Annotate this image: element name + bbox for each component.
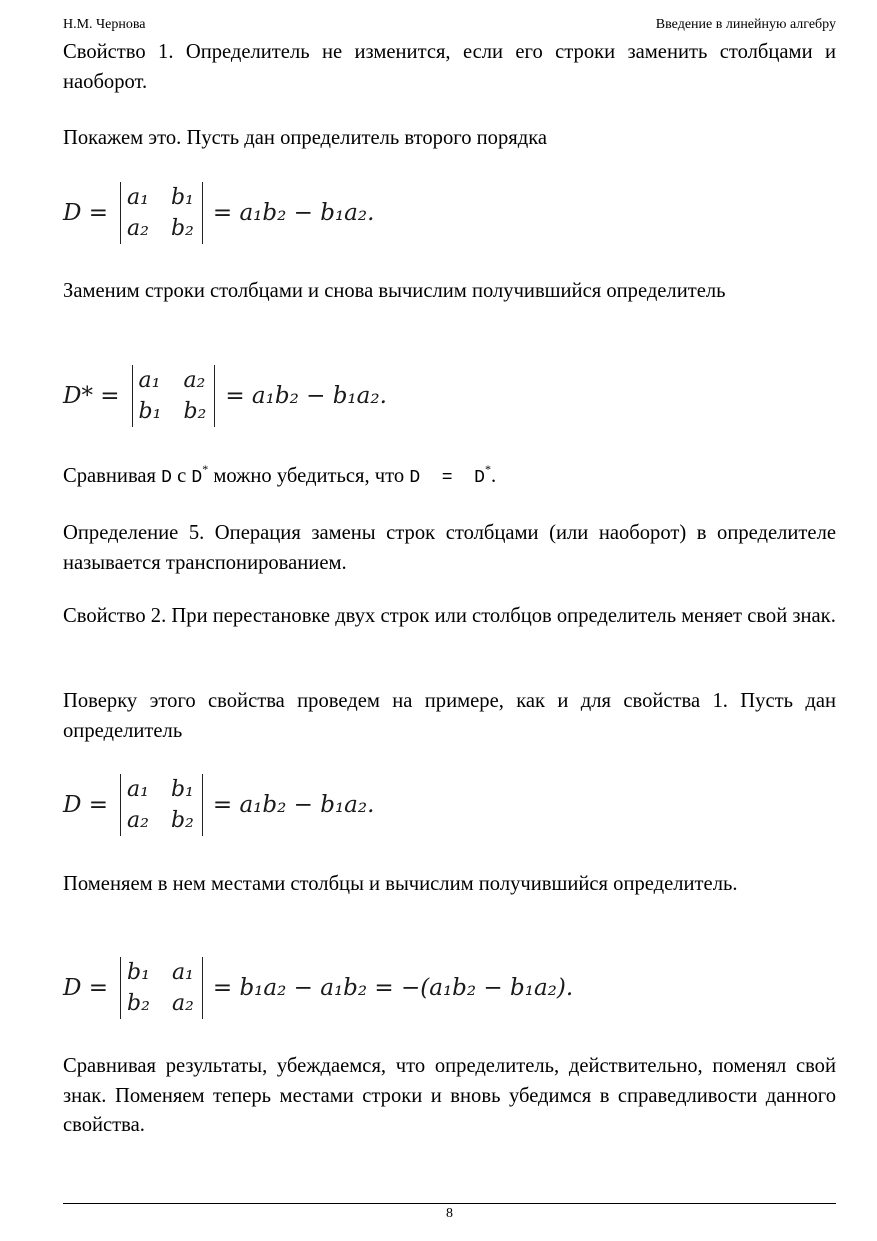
matrix-cell: a₁ [171,960,194,985]
formula-lhs: D = [63,975,109,1001]
matrix-cell: a₂ [183,368,206,393]
text-run: можно убедиться, что [208,465,410,487]
matrix-cell: a₂ [171,991,194,1016]
matrix-cell: a₁ [138,368,161,393]
formula-lhs: D = [63,792,109,818]
superscript-star: * [202,462,209,476]
matrix-cell: b₂ [170,216,194,241]
text-run: . [490,465,497,487]
matrix-cell: b₁ [138,399,162,424]
matrix-cell: b₁ [170,777,194,802]
matrix-cell: b₂ [127,991,150,1016]
formula-rhs: = a₁b₂ − b₁a₂. [225,383,387,409]
matrix-cell: a₂ [127,808,149,833]
matrix-cell: a₁ [127,185,149,210]
determinant-matrix [120,182,203,244]
matrix-cell: a₁ [127,777,149,802]
formula-rhs: = b₁a₂ − a₁b₂ = −(a₁b₂ − b₁a₂). [212,975,574,1001]
matrix-cell: b₁ [170,185,194,210]
definition-5-paragraph: Определение 5. Операция замены строк столбцами (или наоборот) в определителе называется транспонированием. [63,522,836,574]
formula-lhs: D = [63,200,109,226]
formula-rhs: = a₁b₂ − b₁a₂. [212,792,375,818]
transpose-paragraph: Заменим строки столбцами и снова вычислим получившийся определитель [63,280,726,302]
intro-paragraph: Покажем это. Пусть дан определитель второго порядка [63,127,548,149]
header-title: Введение в линейную алгебру [655,17,836,32]
text-run: Сравнивая [63,465,162,487]
comparison-paragraph [63,462,836,494]
footer-divider [63,1203,836,1204]
formula-determinant-d-repeat [63,767,374,843]
determinant-matrix [120,774,203,836]
header-author: Н.М. Чернова [63,17,146,32]
conclusion-paragraph: Сравнивая результаты, убеждаемся, что определитель, действительно, поменял свой знак. Поменяем теперь местами строки и вновь убедимся в справедливости данного свойства. [63,1055,836,1136]
matrix-cell: b₂ [170,808,194,833]
page-number: 8 [446,1206,453,1221]
verification-paragraph: Поверку этого свойства проведем на примере, как и для свойства 1. Пусть дан определитель [63,690,836,742]
page-header [63,17,836,33]
determinant-matrix [120,957,203,1019]
swap-columns-paragraph: Поменяем в нем местами столбцы и вычислим получившийся определитель. [63,873,738,895]
matrix-cell: b₁ [127,960,150,985]
formula-determinant-swapped [63,950,573,1026]
matrix-cell: b₂ [183,399,207,424]
formula-determinant-d [63,175,374,251]
formula-determinant-d-star [63,358,387,434]
math-symbol: D [191,468,203,488]
formula-rhs: = a₁b₂ − b₁a₂. [212,200,375,226]
math-equation: D = D [409,468,485,488]
formula-lhs: D* = [63,383,120,409]
superscript-star: * [484,462,491,476]
text-run: с [171,465,192,487]
document-page [63,0,836,1241]
property-1-paragraph: Свойство 1. Определитель не изменится, если его строки заменить столбцами и наоборот. [63,41,836,93]
math-symbol: D [161,468,172,488]
matrix-cell: a₂ [127,216,149,241]
determinant-matrix [132,365,216,427]
property-2-paragraph: Свойство 2. При перестановке двух строк или столбцов определитель меняет свой знак. [63,605,836,627]
